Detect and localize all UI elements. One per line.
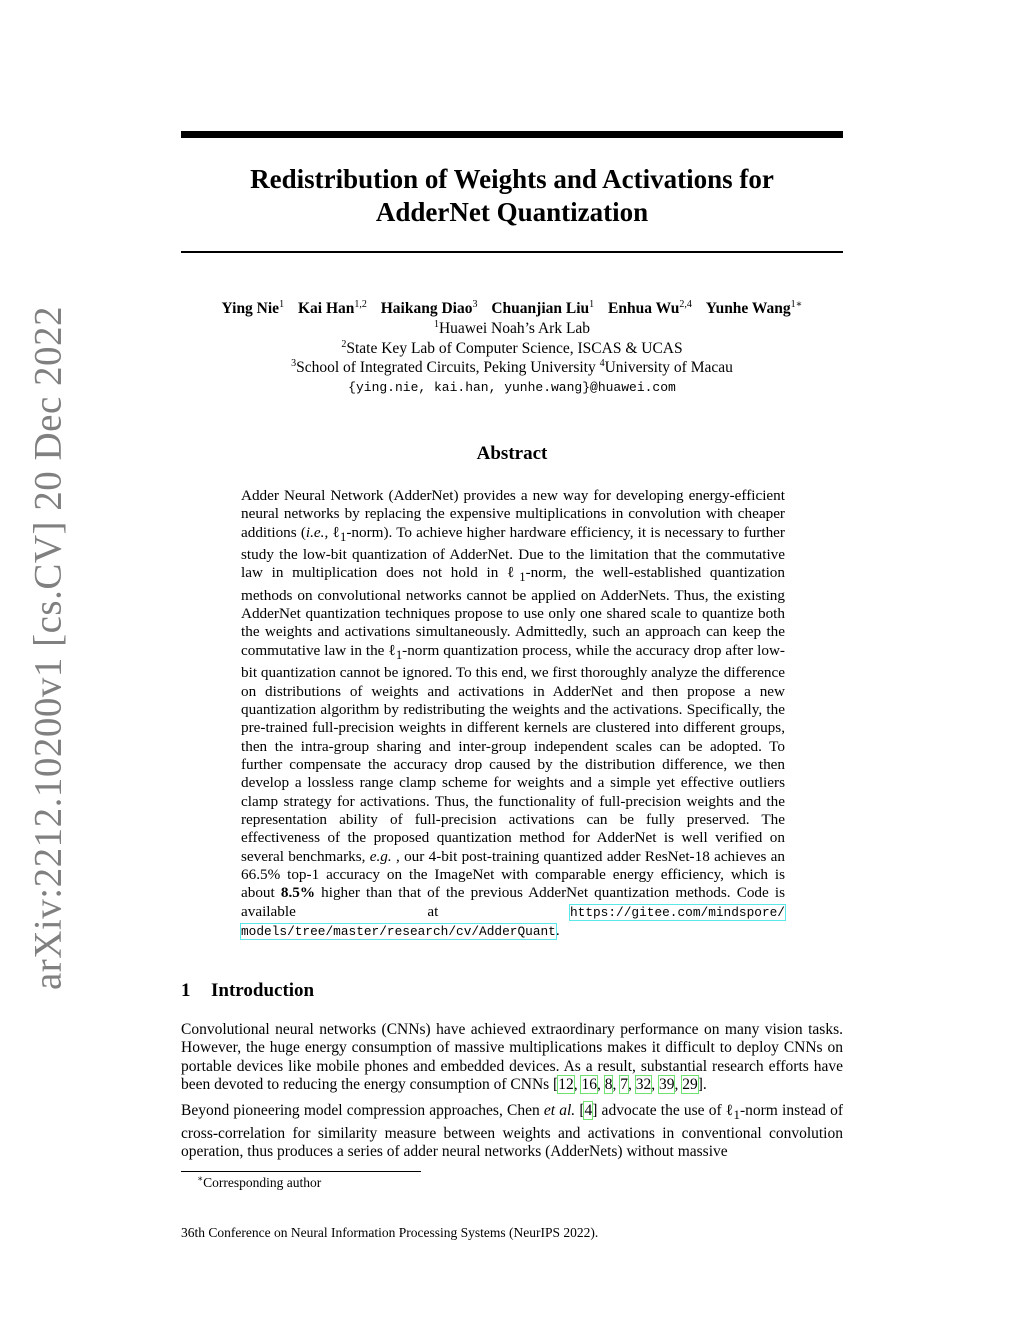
author bbox=[491, 300, 594, 317]
citation-link[interactable]: 39 bbox=[658, 1075, 675, 1093]
author-affil-sup: 1 bbox=[589, 298, 595, 310]
citation-link[interactable]: 16 bbox=[581, 1075, 597, 1093]
author bbox=[381, 300, 478, 317]
citation-link[interactable]: 7 bbox=[620, 1075, 628, 1093]
author-name: Chuanjian Liu bbox=[491, 300, 590, 317]
citation-link[interactable]: 12 bbox=[558, 1075, 574, 1093]
arxiv-stamp: arXiv:2212.10200v1 [cs.CV] 20 Dec 2022 bbox=[26, 305, 70, 991]
paper-title bbox=[181, 163, 843, 229]
author-affil-sup: 2,4 bbox=[679, 298, 692, 310]
affiliation-3-4: $^3$School of Integrated Circuits, Peking University $^4$University of Macau bbox=[291, 357, 733, 376]
affiliations bbox=[181, 319, 843, 397]
affiliation-2: $^2$State Key Lab of Computer Science, ISCAS & UCAS bbox=[341, 338, 683, 357]
author-list bbox=[181, 299, 843, 319]
title-bottom-rule bbox=[181, 251, 843, 253]
title-line-2: AdderNet Quantization bbox=[375, 197, 649, 227]
conference-note: 36th Conference on Neural Information Processing Systems (NeurIPS 2022). bbox=[181, 1225, 599, 1240]
citation-link[interactable]: 8 bbox=[604, 1075, 613, 1093]
citation-link[interactable]: 29 bbox=[682, 1075, 698, 1093]
author-name: Kai Han bbox=[297, 300, 355, 317]
section-heading-introduction: 1 Introduction bbox=[181, 980, 315, 1001]
footnote-rule bbox=[181, 1171, 421, 1172]
author-affil-sup: 1,2 bbox=[354, 298, 367, 310]
author-affil-sup: 1∗ bbox=[790, 298, 803, 310]
author bbox=[608, 300, 692, 317]
title-top-rule bbox=[181, 131, 843, 138]
footnote: ∗Corresponding author bbox=[197, 1173, 322, 1190]
abstract-body: Adder Neural Network (AdderNet) provides a new way for developing energy-efficient neural networks by replacing the expensive multiplications in convolution with cheaper additions (i.e., ℓ$_1$-norm). To achieve higher hardware efficiency, it is necessary to further study the low-bit quantization of AdderNet. Due to the limitation that the commutative law in multiplication does not hold in ℓ$_1$-norm, the well-established quantization methods on convolutional networks cannot be applied on AdderNets. Thus, the existing AdderNet quantization techniques propose to use only one shared scale to quantize both the weights and activations simultaneously. Admittedly, such an approach can keep the commutative law in the ℓ$_1$-norm quantization process, while the accuracy drop after low-bit quantization cannot be ignored. To this end, we first thoroughly analyze the difference on distributions of weights and activations in AdderNet and then propose a new quantization algorithm by redistributing the weights and the activations. Specifically, the pre-trained full-precision weights in different kernels are clustered into different groups, then the intra-group sharing and inter-group independent scales can be adopted. To further compensate the accuracy drop caused by the distribution difference, we then develop a lossless range clamp scheme for weights and a simple yet effective outliers clamp strategy for activations. Thus, the functionality of full-precision weights and the representation ability of full-precision activations can be fully preserved. The effectiveness of the proposed quantization method for AdderNet is well verified on several benchmarks, e.g. , our 4-bit post-training quantized adder ResNet-18 achieves an 66.5% top-1 accuracy on the ImageNet with comparable energy efficiency, which is about 8.5% higher than that of the previous AdderNet quantization methods. Code is available at https://gitee.com/mindspore/ models/tree/master/research/cv/AdderQuant. bbox=[241, 487, 786, 939]
author bbox=[222, 300, 285, 317]
author bbox=[706, 300, 803, 317]
author-affil-sup: 3 bbox=[472, 298, 478, 310]
introduction-body bbox=[181, 1021, 843, 1169]
author-name: Haikang Diao bbox=[380, 300, 473, 317]
author-name: Enhua Wu bbox=[608, 300, 680, 317]
author-name: Yunhe Wang bbox=[705, 300, 791, 317]
title-line-1: Redistribution of Weights and Activations for bbox=[250, 164, 774, 194]
citation-link[interactable]: 4 bbox=[584, 1102, 593, 1120]
abstract-heading: Abstract bbox=[476, 443, 548, 464]
affiliation-1: $^1$Huawei Noah’s Ark Lab bbox=[433, 318, 591, 337]
author-name: Ying Nie bbox=[221, 300, 280, 317]
author bbox=[298, 300, 367, 317]
code-link[interactable]: https://gitee.com/mindspore/ models/tree/master/research/cv/AdderQuant bbox=[241, 904, 785, 939]
author-emails: {ying.nie, kai.han, yunhe.wang}@huawei.com bbox=[348, 379, 676, 395]
citation-link[interactable]: 32 bbox=[635, 1075, 652, 1093]
intro-paragraph-1: Convolutional neural networks (CNNs) have achieved extraordinary performance on many vision tasks. However, the huge energy consumption of massive multiplications makes it difficult to deploy CNNs on portable devices like mobile phones and embedded devices. As a result, substantial research efforts have been devoted to reducing the energy consumption of CNNs [12, 16, 8, 7, 32, 39, 29]. bbox=[181, 1021, 843, 1093]
intro-paragraph-2: Beyond pioneering model compression approaches, Chen et al. [4] advocate the use of ℓ$_1$-norm instead of cross-correlation for similarity measure between weights and activations in conventional convolution operation, thus produces a series of adder neural networks (AdderNets) without massive bbox=[181, 1102, 843, 1160]
author-affil-sup: 1 bbox=[279, 298, 285, 310]
